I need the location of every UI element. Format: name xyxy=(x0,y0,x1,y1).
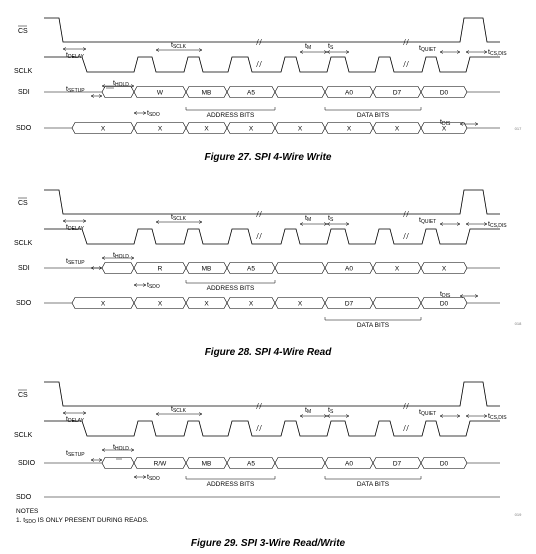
t-symbol: t xyxy=(147,474,149,481)
sdo-label: SDO xyxy=(16,494,32,501)
cs-dis-arrow xyxy=(466,415,487,418)
quiet-arrow xyxy=(440,415,460,418)
bus-label: X xyxy=(297,125,303,133)
t-symbol: t xyxy=(440,119,442,126)
t-subscript: SETUP xyxy=(67,260,85,266)
t-subscript: QUIET xyxy=(420,47,437,53)
t-symbol: t xyxy=(171,214,173,221)
bus-label: D0 xyxy=(439,300,449,308)
quiet-arrow xyxy=(440,223,460,226)
t-symbol: t xyxy=(419,217,421,224)
break-mark xyxy=(257,425,409,431)
tdis-label xyxy=(440,119,451,127)
sdi-label: SDI xyxy=(18,265,30,272)
group-label: ADDRESS BITS xyxy=(206,285,255,292)
t-symbol: t xyxy=(305,43,307,50)
figure-caption: Figure 29. SPI 3-Wire Read/Write xyxy=(190,538,346,549)
tm-label xyxy=(305,215,311,223)
t-symbol: t xyxy=(419,409,421,416)
delay-arrow xyxy=(63,48,86,51)
bus-label: X xyxy=(394,125,400,133)
t-subscript: DELAY xyxy=(67,54,84,60)
group-label: DATA BITS xyxy=(356,481,390,488)
break-mark xyxy=(257,61,409,67)
sdo-delay-arrow xyxy=(134,112,146,115)
bus-label: X xyxy=(346,125,352,133)
t-subscript: HOLD xyxy=(114,446,129,452)
t-symbol: t xyxy=(113,252,115,259)
bus-label: R xyxy=(157,265,163,273)
t-subscript: S xyxy=(329,45,334,51)
t-symbol: t xyxy=(328,43,330,50)
t-subscript: CS,DIS xyxy=(489,223,507,229)
sdo-delay-arrow xyxy=(134,284,146,287)
figure-29-spi-3-wire-read-write xyxy=(14,382,522,549)
t-symbol: t xyxy=(66,416,68,423)
bus-label: X xyxy=(394,265,400,273)
sdo-delay-arrow xyxy=(134,476,146,479)
cs-label: CS xyxy=(18,392,28,399)
t-subscript: HOLD xyxy=(114,254,129,260)
figure-caption: Figure 28. SPI 4-Wire Read xyxy=(204,347,332,358)
t-symbol: t xyxy=(113,444,115,451)
dis-arrow xyxy=(460,295,478,298)
thold-label xyxy=(113,80,129,88)
tcsdis-label xyxy=(488,221,507,229)
tsclk-label xyxy=(171,214,187,222)
notes-title: NOTES xyxy=(16,508,39,515)
t-symbol: t xyxy=(66,450,68,457)
bus-label: X xyxy=(157,300,163,308)
sclk-label: SCLK xyxy=(14,432,33,439)
tsdo-label xyxy=(147,282,160,290)
t-subscript: SCLK xyxy=(172,44,187,50)
bus-label: A5 xyxy=(247,460,255,468)
setup-arrow xyxy=(91,95,102,98)
t-subscript: DELAY xyxy=(67,226,84,232)
notes-part: 1. t xyxy=(16,517,26,524)
t-symbol: t xyxy=(328,407,330,414)
bus-label: X xyxy=(297,300,303,308)
tsdo-label xyxy=(147,110,160,118)
t-symbol: t xyxy=(66,258,68,265)
t-subscript: SCLK xyxy=(172,408,187,414)
tm-arrow xyxy=(300,223,327,226)
t-subscript: DIS xyxy=(441,121,451,127)
bus-label: X xyxy=(441,265,447,273)
figure-27-spi-4-wire-write xyxy=(14,18,522,163)
sdo-label: SDO xyxy=(16,300,32,307)
delay-arrow xyxy=(63,220,86,223)
tsetup-label xyxy=(66,450,85,458)
t-symbol: t xyxy=(66,224,68,231)
cs-waveform xyxy=(44,382,500,406)
tdis-label xyxy=(440,291,451,299)
tdelay-label xyxy=(66,416,85,424)
ts-label xyxy=(328,407,334,415)
sclk-waveform xyxy=(44,421,500,436)
bus-label: X xyxy=(248,125,254,133)
t-symbol: t xyxy=(113,80,115,87)
bus-label: D7 xyxy=(392,89,402,97)
t-symbol: t xyxy=(66,86,68,93)
t-symbol: t xyxy=(171,406,173,413)
figure-caption: Figure 27. SPI 4-Wire Write xyxy=(204,152,332,163)
bus-label: X xyxy=(100,125,106,133)
bus-label: R/W xyxy=(153,460,167,468)
sdi-label: SDI xyxy=(18,89,30,96)
dis-arrow xyxy=(460,123,478,126)
t-subscript: QUIET xyxy=(420,411,437,417)
sdo-bus xyxy=(72,123,467,134)
cs-label: CS xyxy=(18,28,28,35)
sdo-bus xyxy=(72,298,467,309)
tquiet-label xyxy=(419,45,436,53)
bus-label: D7 xyxy=(344,300,354,308)
tquiet-label xyxy=(419,409,436,417)
t-subscript: SCLK xyxy=(172,216,187,222)
bus-label: D0 xyxy=(439,460,449,468)
bus-label: A5 xyxy=(247,89,255,97)
sclk-waveform xyxy=(44,229,500,244)
group-bracket xyxy=(186,107,275,110)
figure-28-spi-4-wire-read xyxy=(14,190,522,358)
bus-label: X xyxy=(157,125,163,133)
notes-line xyxy=(16,517,149,525)
t-subscript: HOLD xyxy=(114,82,129,88)
thold-label xyxy=(113,444,129,452)
t-subscript: CS,DIS xyxy=(489,51,507,57)
t-subscript: S xyxy=(329,217,334,223)
t-symbol: t xyxy=(66,52,68,59)
t-symbol: t xyxy=(488,413,490,420)
group-label: DATA BITS xyxy=(356,112,390,119)
t-symbol: t xyxy=(440,291,442,298)
t-subscript: M xyxy=(306,217,312,223)
thold-label xyxy=(113,252,129,260)
cs-dis-arrow xyxy=(466,51,487,54)
group-bracket xyxy=(186,280,275,283)
group-label: ADDRESS BITS xyxy=(206,112,255,119)
t-subscript: QUIET xyxy=(420,219,437,225)
quiet-arrow xyxy=(440,51,460,54)
bus-label: MB xyxy=(201,265,212,273)
bus-label: X xyxy=(248,300,254,308)
break-mark xyxy=(257,233,409,239)
bus-label: A0 xyxy=(345,460,353,468)
t-symbol: t xyxy=(419,45,421,52)
figure-code: 019 xyxy=(514,512,522,517)
cs-waveform xyxy=(44,18,500,42)
tsetup-label xyxy=(66,258,85,266)
tsdo-label xyxy=(147,474,160,482)
cs-label: CS xyxy=(18,200,28,207)
tsclk-label xyxy=(171,42,187,50)
tm-arrow xyxy=(300,51,327,54)
t-subscript: DIS xyxy=(441,293,451,299)
notes-part: IS ONLY PRESENT DURING READS. xyxy=(35,517,149,524)
notes-part: SDO xyxy=(25,519,36,525)
figure-code: 017 xyxy=(514,126,522,131)
sclk-label: SCLK xyxy=(14,68,33,75)
setup-arrow xyxy=(91,267,102,270)
bus-label: MB xyxy=(201,89,212,97)
bus-label: W xyxy=(156,89,164,97)
bus-label: MB xyxy=(201,460,212,468)
t-symbol: t xyxy=(147,282,149,289)
t-subscript: SDO xyxy=(148,112,160,118)
t-symbol: t xyxy=(488,49,490,56)
bus-label: A0 xyxy=(345,265,353,273)
cs-dis-arrow xyxy=(466,223,487,226)
delay-arrow xyxy=(63,412,86,415)
cs-waveform xyxy=(44,190,500,214)
t-symbol: t xyxy=(328,215,330,222)
sdi-label: SDIO xyxy=(18,460,36,467)
tm-label xyxy=(305,407,311,415)
t-subscript: CS,DIS xyxy=(489,415,507,421)
t-symbol: t xyxy=(147,110,149,117)
t-symbol: t xyxy=(488,221,490,228)
bus-label: X xyxy=(204,125,209,133)
tquiet-label xyxy=(419,217,436,225)
t-symbol: t xyxy=(305,215,307,222)
bus-label: A0 xyxy=(345,89,353,97)
t-symbol: t xyxy=(171,42,173,49)
group-bracket xyxy=(325,476,421,479)
figure-code: 018 xyxy=(514,321,522,326)
t-subscript: SETUP xyxy=(67,88,85,94)
sdo-label: SDO xyxy=(16,125,32,132)
tsetup-label xyxy=(66,86,85,94)
t-subscript: SDO xyxy=(148,476,160,482)
bus-label: X xyxy=(441,125,447,133)
group-bracket xyxy=(186,476,275,479)
bus-label: X xyxy=(204,300,209,308)
group-label: ADDRESS BITS xyxy=(206,481,255,488)
sclk-label: SCLK xyxy=(14,240,33,247)
tsclk-label xyxy=(171,406,187,414)
bus-label: X xyxy=(100,300,106,308)
bus-label: A5 xyxy=(247,265,255,273)
tm-label xyxy=(305,43,311,51)
tdelay-label xyxy=(66,52,85,60)
group-bracket xyxy=(325,317,421,320)
sclk-waveform xyxy=(44,57,500,72)
t-subscript: S xyxy=(329,409,334,415)
tcsdis-label xyxy=(488,49,507,57)
bus-label: D0 xyxy=(439,89,449,97)
tm-arrow xyxy=(300,415,327,418)
group-label: DATA BITS xyxy=(356,322,390,329)
ts-label xyxy=(328,43,334,51)
t-symbol: t xyxy=(305,407,307,414)
tdelay-label xyxy=(66,224,85,232)
t-subscript: SDO xyxy=(148,284,160,290)
setup-arrow xyxy=(91,459,102,462)
t-subscript: M xyxy=(306,45,312,51)
t-subscript: DELAY xyxy=(67,418,84,424)
t-subscript: SETUP xyxy=(67,452,85,458)
tcsdis-label xyxy=(488,413,507,421)
bus-label: D7 xyxy=(392,460,402,468)
ts-label xyxy=(328,215,334,223)
group-bracket xyxy=(325,107,421,110)
t-subscript: M xyxy=(306,409,312,415)
